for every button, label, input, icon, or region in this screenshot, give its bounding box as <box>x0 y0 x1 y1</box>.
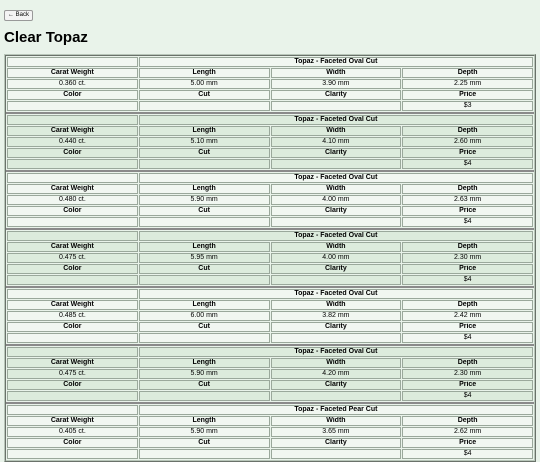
clarity-value <box>271 333 402 343</box>
length-value: 6.00 mm <box>139 311 270 321</box>
table-row <box>7 289 533 299</box>
length-value: 5.90 mm <box>139 427 270 437</box>
clarity-header: Clarity <box>271 148 402 158</box>
table-row <box>7 449 533 459</box>
table-row <box>7 300 533 310</box>
carat-value: 0.405 ct. <box>7 427 138 437</box>
length-value: 5.00 mm <box>139 79 270 89</box>
table-row <box>7 311 533 321</box>
clarity-header: Clarity <box>271 322 402 332</box>
clarity-header: Clarity <box>271 90 402 100</box>
table-row <box>7 195 533 205</box>
length-value: 5.95 mm <box>139 253 270 263</box>
empty-cell <box>7 289 138 299</box>
price-value: $4 <box>402 217 533 227</box>
product-title: Topaz - Faceted Oval Cut <box>139 289 533 299</box>
carat-header: Carat Weight <box>7 184 138 194</box>
product-table <box>6 404 534 460</box>
table-row <box>7 137 533 147</box>
depth-value: 2.63 mm <box>402 195 533 205</box>
empty-cell <box>7 115 138 125</box>
table-row <box>7 264 533 274</box>
width-value: 4.00 mm <box>271 253 402 263</box>
back-button[interactable]: ← Back <box>4 10 33 21</box>
price-header: Price <box>402 322 533 332</box>
depth-header: Depth <box>402 126 533 136</box>
color-value <box>7 101 138 111</box>
color-value <box>7 217 138 227</box>
cut-header: Cut <box>139 380 270 390</box>
price-value: $4 <box>402 275 533 285</box>
product-table <box>6 114 534 170</box>
table-row <box>7 159 533 169</box>
cut-header: Cut <box>139 148 270 158</box>
depth-value: 2.30 mm <box>402 253 533 263</box>
empty-cell <box>7 173 138 183</box>
carat-header: Carat Weight <box>7 126 138 136</box>
cut-value <box>139 101 270 111</box>
color-header: Color <box>7 438 138 448</box>
width-value: 4.00 mm <box>271 195 402 205</box>
price-value: $4 <box>402 159 533 169</box>
table-row <box>7 68 533 78</box>
color-value <box>7 159 138 169</box>
product-table <box>6 56 534 112</box>
width-header: Width <box>271 184 402 194</box>
table-row <box>7 391 533 401</box>
table-row <box>7 275 533 285</box>
length-header: Length <box>139 68 270 78</box>
width-header: Width <box>271 126 402 136</box>
color-value <box>7 333 138 343</box>
depth-header: Depth <box>402 358 533 368</box>
clarity-value <box>271 275 402 285</box>
color-value <box>7 449 138 459</box>
table-row <box>7 57 533 67</box>
depth-value: 2.42 mm <box>402 311 533 321</box>
price-header: Price <box>402 438 533 448</box>
clarity-value <box>271 217 402 227</box>
clarity-header: Clarity <box>271 380 402 390</box>
carat-value: 0.480 ct. <box>7 195 138 205</box>
table-row <box>7 358 533 368</box>
carat-value: 0.475 ct. <box>7 253 138 263</box>
color-header: Color <box>7 206 138 216</box>
price-value: $4 <box>402 449 533 459</box>
product-table <box>6 230 534 286</box>
table-row <box>7 427 533 437</box>
clarity-header: Clarity <box>271 206 402 216</box>
carat-header: Carat Weight <box>7 300 138 310</box>
cut-value <box>139 275 270 285</box>
product-table <box>6 288 534 344</box>
depth-value: 2.62 mm <box>402 427 533 437</box>
cut-header: Cut <box>139 264 270 274</box>
product-table <box>6 346 534 402</box>
price-value: $4 <box>402 391 533 401</box>
product-title: Topaz - Faceted Oval Cut <box>139 347 533 357</box>
width-value: 3.82 mm <box>271 311 402 321</box>
table-row <box>7 253 533 263</box>
length-value: 5.90 mm <box>139 195 270 205</box>
depth-value: 2.60 mm <box>402 137 533 147</box>
product-title: Topaz - Faceted Oval Cut <box>139 173 533 183</box>
length-header: Length <box>139 126 270 136</box>
table-row <box>7 115 533 125</box>
product-title: Topaz - Faceted Pear Cut <box>139 405 533 415</box>
table-row <box>7 438 533 448</box>
cut-value <box>139 449 270 459</box>
carat-value: 0.360 ct. <box>7 79 138 89</box>
cut-header: Cut <box>139 206 270 216</box>
depth-value: 2.25 mm <box>402 79 533 89</box>
table-row <box>7 333 533 343</box>
table-row <box>7 173 533 183</box>
table-row <box>7 347 533 357</box>
width-value: 3.90 mm <box>271 79 402 89</box>
carat-header: Carat Weight <box>7 68 138 78</box>
clarity-value <box>271 159 402 169</box>
width-value: 3.65 mm <box>271 427 402 437</box>
table-row <box>7 405 533 415</box>
product-listing <box>4 54 536 462</box>
color-header: Color <box>7 148 138 158</box>
depth-value: 2.30 mm <box>402 369 533 379</box>
clarity-value <box>271 391 402 401</box>
length-header: Length <box>139 184 270 194</box>
cut-header: Cut <box>139 90 270 100</box>
carat-header: Carat Weight <box>7 416 138 426</box>
table-row <box>7 126 533 136</box>
price-header: Price <box>402 206 533 216</box>
table-row <box>7 79 533 89</box>
clarity-value <box>271 449 402 459</box>
cut-header: Cut <box>139 438 270 448</box>
depth-header: Depth <box>402 68 533 78</box>
product-table <box>6 172 534 228</box>
product-title: Topaz - Faceted Oval Cut <box>139 231 533 241</box>
table-row <box>7 369 533 379</box>
clarity-header: Clarity <box>271 264 402 274</box>
product-title: Topaz - Faceted Oval Cut <box>139 115 533 125</box>
color-header: Color <box>7 264 138 274</box>
price-header: Price <box>402 264 533 274</box>
width-header: Width <box>271 242 402 252</box>
cut-header: Cut <box>139 322 270 332</box>
clarity-header: Clarity <box>271 438 402 448</box>
table-row <box>7 206 533 216</box>
table-row <box>7 184 533 194</box>
color-header: Color <box>7 90 138 100</box>
table-row <box>7 322 533 332</box>
price-header: Price <box>402 380 533 390</box>
cut-value <box>139 217 270 227</box>
table-row <box>7 90 533 100</box>
empty-cell <box>7 405 138 415</box>
cut-value <box>139 159 270 169</box>
width-value: 4.10 mm <box>271 137 402 147</box>
depth-header: Depth <box>402 242 533 252</box>
length-header: Length <box>139 242 270 252</box>
depth-header: Depth <box>402 416 533 426</box>
depth-header: Depth <box>402 184 533 194</box>
length-header: Length <box>139 358 270 368</box>
cut-value <box>139 333 270 343</box>
width-header: Width <box>271 358 402 368</box>
table-row <box>7 380 533 390</box>
page-title: Clear Topaz <box>4 29 88 46</box>
length-value: 5.10 mm <box>139 137 270 147</box>
table-row <box>7 242 533 252</box>
color-header: Color <box>7 322 138 332</box>
empty-cell <box>7 231 138 241</box>
width-value: 4.20 mm <box>271 369 402 379</box>
empty-cell <box>7 347 138 357</box>
clarity-value <box>271 101 402 111</box>
carat-value: 0.485 ct. <box>7 311 138 321</box>
width-header: Width <box>271 68 402 78</box>
depth-header: Depth <box>402 300 533 310</box>
color-value <box>7 275 138 285</box>
carat-header: Carat Weight <box>7 358 138 368</box>
length-value: 5.90 mm <box>139 369 270 379</box>
carat-header: Carat Weight <box>7 242 138 252</box>
length-header: Length <box>139 416 270 426</box>
carat-value: 0.475 ct. <box>7 369 138 379</box>
table-row <box>7 217 533 227</box>
product-title: Topaz - Faceted Oval Cut <box>139 57 533 67</box>
cut-value <box>139 391 270 401</box>
price-value: $4 <box>402 333 533 343</box>
table-row <box>7 231 533 241</box>
color-header: Color <box>7 380 138 390</box>
table-row <box>7 148 533 158</box>
price-header: Price <box>402 90 533 100</box>
price-value: $3 <box>402 101 533 111</box>
width-header: Width <box>271 416 402 426</box>
table-row <box>7 101 533 111</box>
carat-value: 0.440 ct. <box>7 137 138 147</box>
table-row <box>7 416 533 426</box>
empty-cell <box>7 57 138 67</box>
price-header: Price <box>402 148 533 158</box>
length-header: Length <box>139 300 270 310</box>
width-header: Width <box>271 300 402 310</box>
color-value <box>7 391 138 401</box>
